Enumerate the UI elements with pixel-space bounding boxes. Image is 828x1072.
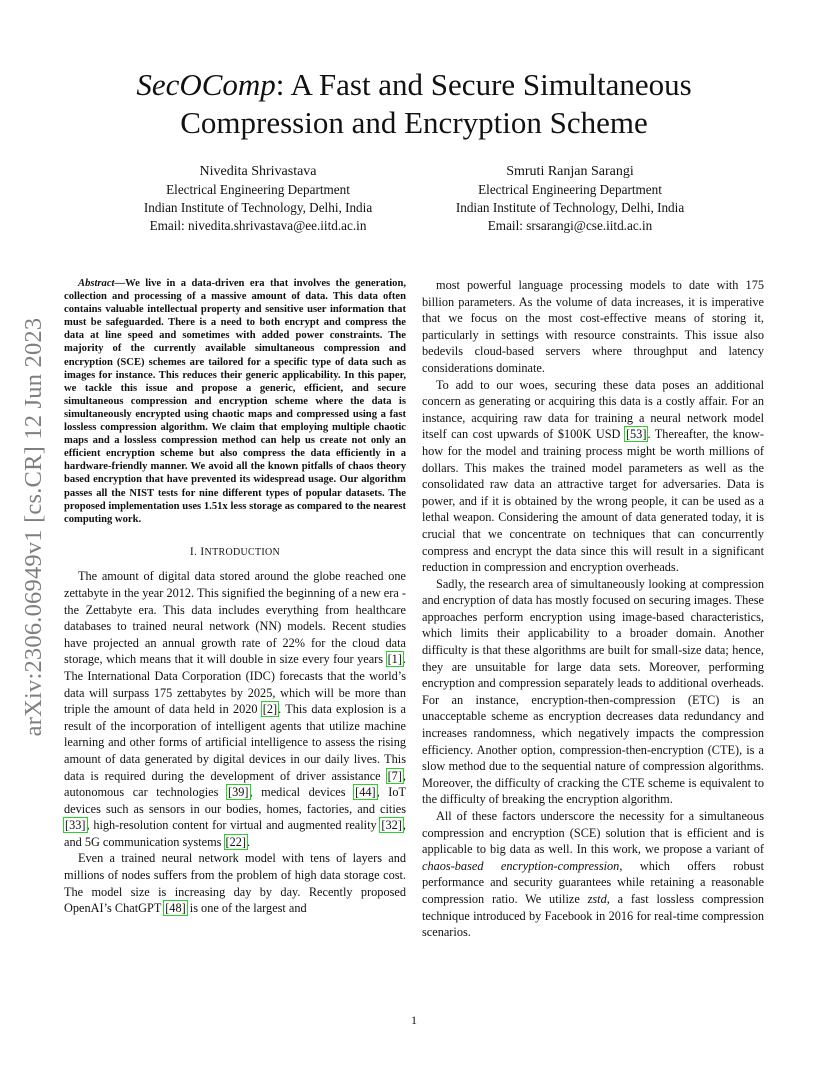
title-rest: : A Fast and Secure Simultaneous <box>275 67 692 102</box>
body-text: To add to our woes, securing these data poses an additional concern as generating or acquiring this data is a costly affair. For an instance, acquiring raw data for training a neural network model itself can cost upwards of $100K USD <box>422 377 764 442</box>
author-block-2 <box>410 163 730 235</box>
body-text: . <box>247 834 251 849</box>
body-text: , which offers robust performance and security guarantees while retaining a reasonable compression ratio. We utilize <box>422 858 765 906</box>
paragraph <box>422 277 764 377</box>
citation-link[interactable]: [22] <box>225 834 247 849</box>
title-line2: Compression and Encryption Scheme <box>180 105 648 140</box>
paragraph <box>64 850 406 916</box>
body-text: , high-resolution content for virtual and augmented reality <box>86 818 381 833</box>
left-column <box>64 277 406 917</box>
body-text: , and 5G communication systems <box>64 818 406 849</box>
citation-link[interactable]: [2] <box>262 702 278 717</box>
author-dept: Electrical Engineering Department <box>166 182 350 197</box>
author-name: Nivedita Shrivastava <box>199 164 317 179</box>
citation-link[interactable]: [32] <box>381 818 402 833</box>
left-body <box>64 568 406 916</box>
abstract <box>64 277 406 526</box>
emphasis-text: chaos-based encryption-compression <box>422 858 620 873</box>
arxiv-stamp: arXiv:2306.06949v1 [cs.CR] 12 Jun 2023 <box>20 317 47 737</box>
paragraph <box>422 576 764 808</box>
author-email: Email: srsarangi@cse.iitd.ac.in <box>487 218 653 233</box>
body-text: All of these factors underscore the necessity for a simultaneous compression and encryption (SCE) solution that is efficient and is applicable to big data as well. In this work, we propose a variant of <box>422 809 764 857</box>
citation-link[interactable]: [53] <box>625 427 647 442</box>
paragraph <box>64 568 406 850</box>
citation-link[interactable]: [7] <box>387 768 402 783</box>
right-body <box>422 277 764 941</box>
body-text: Sadly, the research area of simultaneously looking at compression and encryption of data has mostly focused on securing images. These approaches perform encryption using image-based characteristics, which limits their applicability to a broader domain. Another difficulty is that these algorithms are built for small-size data; hence, they are unsuitable for large data sets. Moreover, performing encryption and compression separately leads to additional overheads. For an instance, encryption-then-compression (ETC) is an unacceptable scheme as encryption decreases data redundancy and increases randomness, which negatively impacts the compression efficiency. Another option, compression-then-encryption (CTE), is a slow method due to the sequential nature of compression algorithms. Moreover, the difficulty of cracking the CTE scheme is equivalent to the difficulty of breaking the encryption algorithm. <box>422 576 764 807</box>
paragraph <box>422 808 764 941</box>
author-block-1 <box>98 163 418 235</box>
citation-link[interactable]: [48] <box>165 901 186 916</box>
page-number: 1 <box>411 1013 417 1027</box>
body-text: is one of the largest and <box>186 901 307 916</box>
citation-link[interactable]: [33] <box>65 818 86 833</box>
abstract-text: —We live in a data-driven era that involves the generation, collection and processing of a massive amount of data. This data often contains valuable intellectual property and sensitive user information that must be safeguarded. There is a need to both encrypt and compress the data at line speed and sometimes with added power constraints. The majority of the currently available simultaneous compression and encryption (SCE) schemes are tailored for a specific type of data such as images for instance. This reduces their generic applicability. In this paper, we tackle this issue and propose a generic, efficient, and secure simultaneous compression and encryption scheme where the data is simultaneously encrypted using chaotic maps and compressed using a fast lossless compression algorithm. We claim that employing multiple chaotic maps and a lossless compression method can help us create not only an efficient encryption scheme but also compress the data efficiently in a hardware-friendly manner. We avoid all the known pitfalls of chaos theory based encryption that have prevented its widespread usage. Our algorithm passes all the NIST tests for nine different types of popular datasets. The proposed implementation uses 1.51x less storage as compared to the nearest computing work. <box>64 278 406 525</box>
citation-link[interactable]: [44] <box>355 785 376 800</box>
paper-title <box>60 66 768 142</box>
body-text: . This data explosion is a result of the incorporation of intelligent agents that utilize machine learning and other forms of artificial intelligence to assess the rising amount of data generated by digital devices in our daily lives. This data is required during the development of driver assistance <box>64 702 406 783</box>
citation-link[interactable]: [1] <box>387 652 402 667</box>
body-text: , medical devices <box>249 785 355 800</box>
author-inst: Indian Institute of Technology, Delhi, India <box>455 200 685 215</box>
body-text: The amount of digital data stored around the globe reached one zettabyte in the year 2012. This signified the beginning of a new era - the Zettabyte era. This data includes everything from healthcare databases to trained neural network (NN) models. Recent studies have projected an annual growth rate of 22% for the cloud data storage, which means that it will double in size every four years <box>64 569 406 667</box>
abstract-label: Abstract <box>78 278 115 289</box>
title-italic: SecOComp <box>136 67 276 102</box>
author-dept: Electrical Engineering Department <box>478 182 662 197</box>
author-email: Email: nivedita.shrivastava@ee.iitd.ac.in <box>149 218 367 233</box>
body-text: . Thereafter, the know-how for the model and training process might be worth millions of dollars. This makes the trained model parameters as well as the consolidated raw data an attractive target for adversaries. Data is power, and if it is obtained by the wrong people, it can be used as a lethal weapon. Considering the amount of data generated today, it is crucial that we concentrate on techniques that can concurrently compress and encrypt the data since this will result in a significant reduction in compression and encryption overheads. <box>422 427 765 575</box>
body-text: . The International Data Corporation (IDC) forecasts that the world’s data will surpass 175 zettabytes by 2025, which will be more than triple the amount of data held in 2020 <box>64 652 406 717</box>
body-text: , IoT devices such as sensors in our bodies, homes, factories, and cities <box>64 785 406 816</box>
body-text: , a fast lossless compression technique introduced by Facebook in 2016 for real-time compression scenarios. <box>422 891 764 940</box>
right-column <box>422 277 764 941</box>
body-text: Even a trained neural network model with tens of layers and millions of nodes suffers from the problem of high data storage cost. The model size is increasing day by day. Recently proposed OpenAI’s ChatGPT <box>64 851 406 916</box>
body-text: , autonomous car technologies <box>64 768 406 800</box>
citation-link[interactable]: [39] <box>228 785 249 800</box>
body-text: most powerful language processing models to date with 175 billion parameters. As the volume of data increases, it is imperative that we focus on the most cost-effective means of storing it, particularly in settings with resource constraints. This issue also bedevils cloud-based servers where throughput and latency considerations dominate. <box>422 278 764 375</box>
section-heading: I. INTRODUCTION <box>189 545 281 558</box>
emphasis-text: zstd <box>587 891 607 906</box>
author-name: Smruti Ranjan Sarangi <box>506 164 634 179</box>
author-inst: Indian Institute of Technology, Delhi, India <box>143 200 373 215</box>
paragraph <box>422 377 764 576</box>
